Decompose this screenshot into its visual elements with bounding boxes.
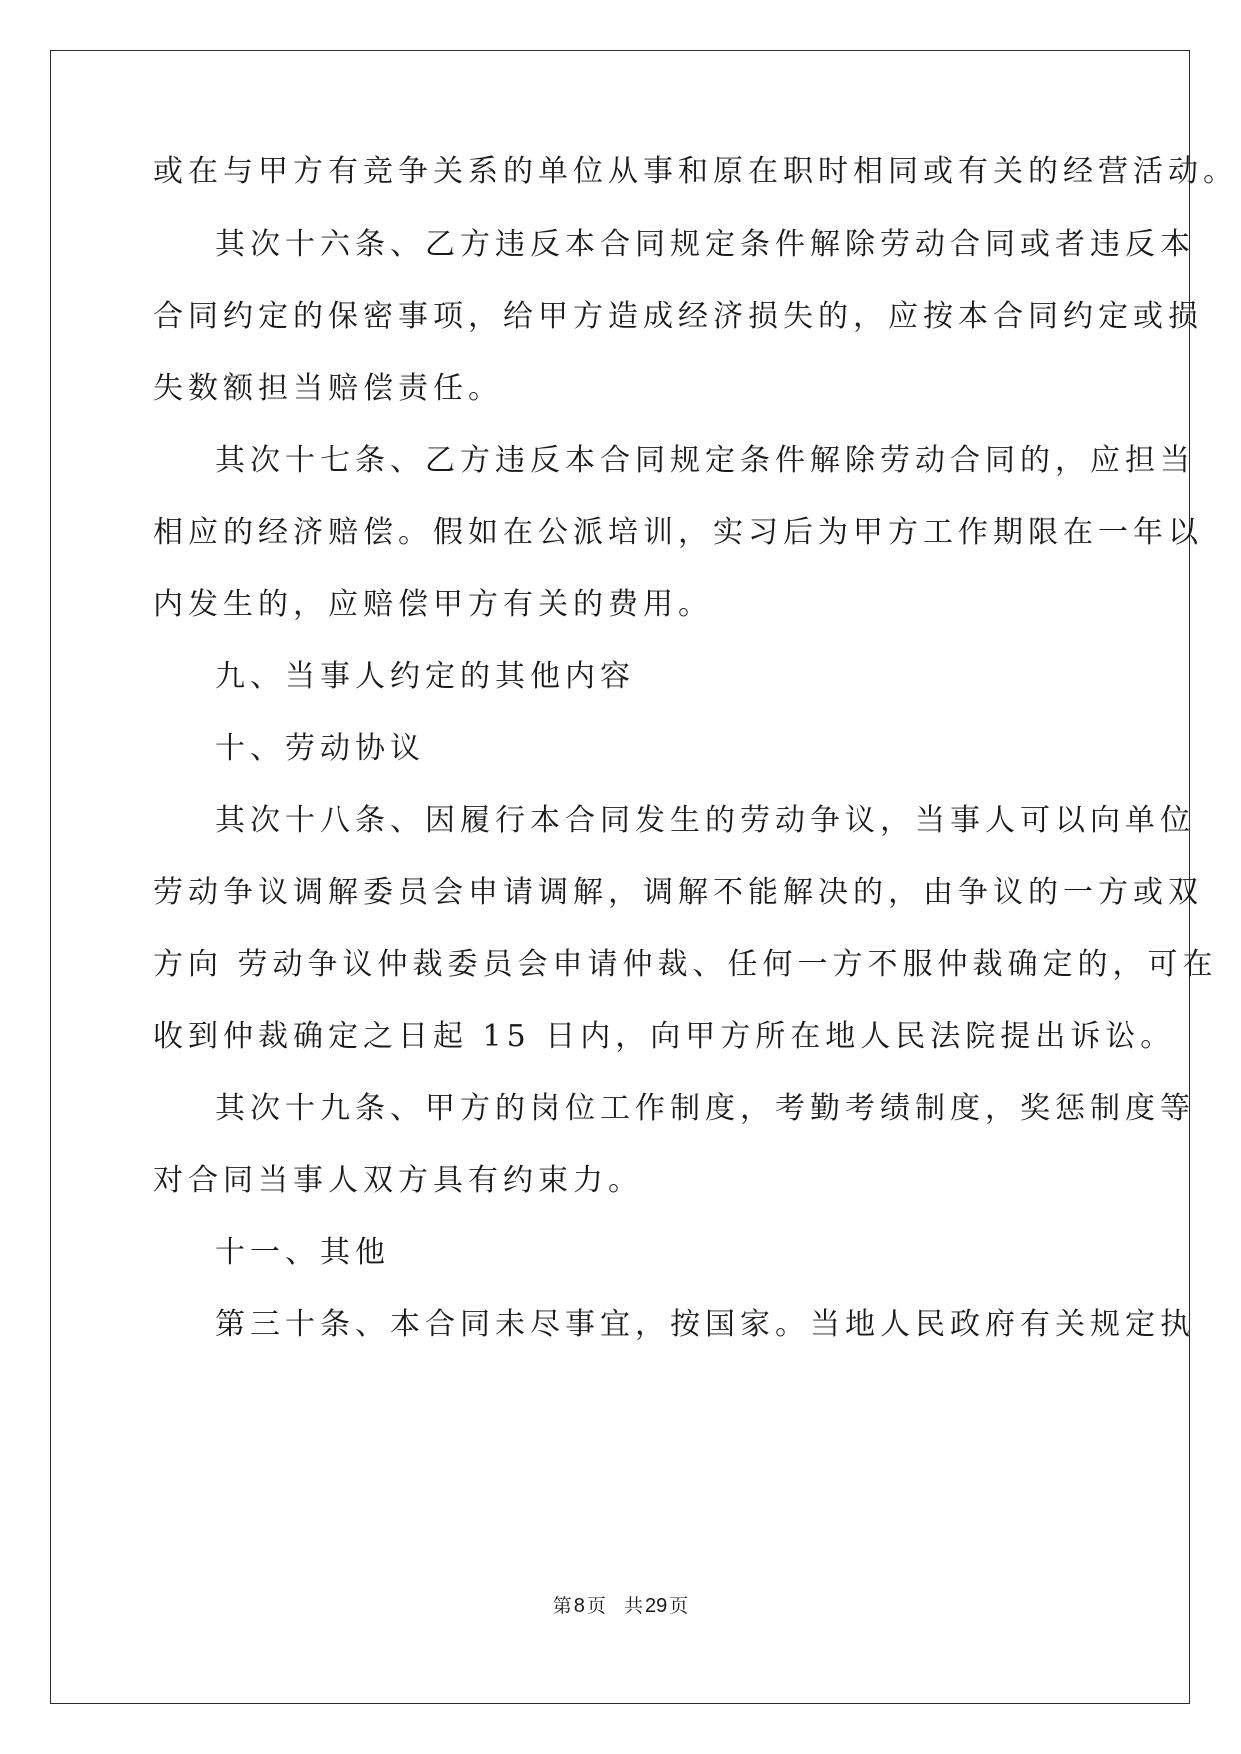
text-line: 对合同当事人双方具有约束力。 xyxy=(153,1163,643,1198)
paragraph-line: 其次十六条、乙方违反本合同规定条件解除劳动合同或者违反本 xyxy=(215,227,1195,262)
section-heading: 十一、其他 xyxy=(215,1235,390,1270)
total-suffix: 页 xyxy=(669,1595,689,1617)
paragraph-line: 其次十八条、因履行本合同发生的劳动争议，当事人可以向单位 xyxy=(215,803,1195,838)
text-line: 劳动争议调解委员会申请调解，调解不能解决的，由争议的一方或双 xyxy=(153,875,1203,910)
section-heading: 九、当事人约定的其他内容 xyxy=(215,659,635,694)
total-prefix: 共 xyxy=(623,1595,643,1617)
total-pages: 29 xyxy=(644,1595,668,1617)
text-line: 或在与甲方有竞争关系的单位从事和原在职时相同或有关的经营活动。 xyxy=(153,154,1238,189)
text-line: 失数额担当赔偿责任。 xyxy=(153,371,503,406)
page-prefix: 第 xyxy=(552,1595,572,1617)
text-line: 方向 劳动争议仲裁委员会申请仲裁、任何一方不服仲裁确定的，可在 xyxy=(153,947,1218,982)
text-line: 合同约定的保密事项，给甲方造成经济损失的，应按本合同约定或损 xyxy=(153,299,1203,334)
section-heading: 十、劳动协议 xyxy=(215,731,425,766)
text-line: 收到仲裁确定之日起 15 日内，向甲方所在地人民法院提出诉讼。 xyxy=(153,1019,1176,1054)
page-footer xyxy=(0,1594,1241,1618)
text-line: 相应的经济赔偿。假如在公派培训，实习后为甲方工作期限在一年以 xyxy=(153,515,1203,550)
page-number: 8 xyxy=(573,1595,585,1617)
paragraph-line: 其次十七条、乙方违反本合同规定条件解除劳动合同的，应担当 xyxy=(215,443,1195,478)
paragraph-line: 第三十条、本合同未尽事宜，按国家。当地人民政府有关规定执 xyxy=(215,1307,1195,1342)
paragraph-line: 其次十九条、甲方的岗位工作制度，考勤考绩制度，奖惩制度等 xyxy=(215,1091,1195,1126)
page-suffix: 页 xyxy=(586,1595,606,1617)
text-line: 内发生的，应赔偿甲方有关的费用。 xyxy=(153,587,713,622)
